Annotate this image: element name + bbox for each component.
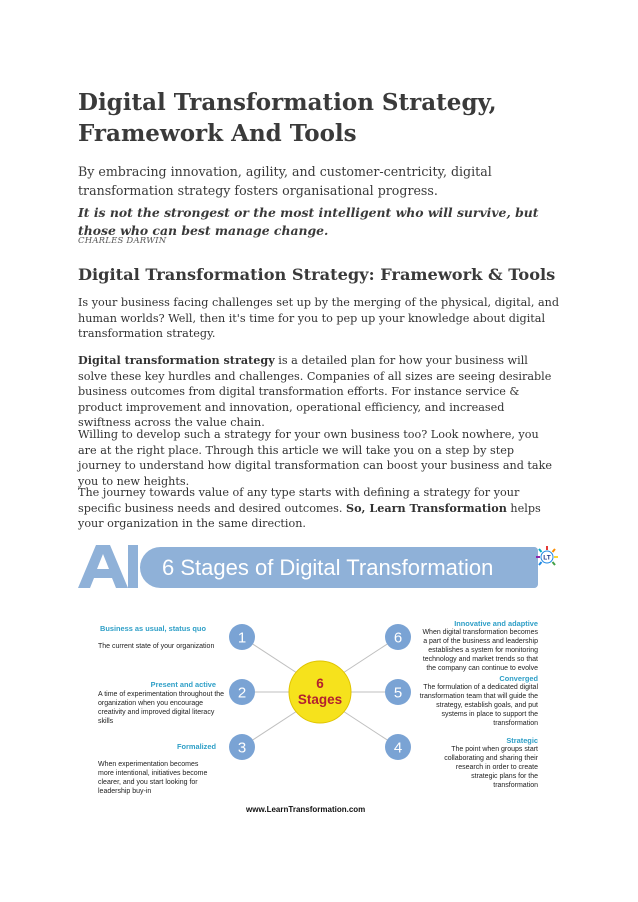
stage-number-6: 6 bbox=[393, 629, 403, 647]
quote-author: CHARLES DARWIN bbox=[78, 236, 167, 246]
stage-number-5: 5 bbox=[393, 684, 403, 702]
stages-infographic bbox=[78, 545, 562, 825]
paragraph-4 bbox=[78, 485, 560, 532]
stage-5-label: Converged bbox=[499, 674, 538, 683]
website-link: www.LearnTransformation.com bbox=[246, 805, 366, 814]
stage-number-3: 3 bbox=[237, 739, 247, 757]
stage-circle-3 bbox=[229, 734, 255, 760]
stage-circle-1 bbox=[229, 624, 255, 650]
stage-number-1: 1 bbox=[237, 629, 247, 647]
center-circle bbox=[289, 661, 351, 723]
stage-4-desc: The point when groups start collaborating and sharing their research in order to create strategic plans for the transformation bbox=[444, 746, 538, 789]
paragraph-3: Willing to develop such a strategy for your own business too? Look nowhere, you are at the right place. Through this article we will take you on a step by step journey to understand how digital transformation can boost your business and take you to new heights. bbox=[78, 428, 552, 488]
stage-3-label: Formalized bbox=[176, 742, 216, 751]
stage-1-label: Business as usual, status quo bbox=[100, 624, 206, 633]
page-title: Digital Transformation Strategy, Framework And Tools bbox=[78, 89, 497, 147]
stage-2-desc: A time of experimentation throughout the organization when you encourage creativity and improved digital literacy skills bbox=[98, 691, 225, 725]
stage-number-2: 2 bbox=[237, 684, 247, 702]
section-heading: Digital Transformation Strategy: Framework & Tools bbox=[78, 265, 556, 284]
paragraph-4-start: The journey towards value of any type starts with defining a strategy for your specific business needs and desired outcomes. bbox=[78, 486, 520, 515]
center-label: Stages bbox=[297, 692, 343, 707]
stage-6-desc: When digital transformation becomes a part of the business and leadership establishes a system for monitoring technology and market trends so that the company can continue to evolve bbox=[422, 629, 538, 672]
stage-4-label: Strategic bbox=[506, 736, 538, 745]
stage-circle-4 bbox=[385, 734, 411, 760]
intro-text: By embracing innovation, agility, and customer-centricity, digital transformation strategy fosters organisational progress. bbox=[78, 164, 492, 198]
stage-circle-6 bbox=[385, 624, 411, 650]
stage-5-desc: The formulation of a dedicated digital transformation team that will guide the strategy, establish goals, and put systems in place to support the transformation bbox=[419, 684, 538, 727]
quote-text: It is not the strongest or the most intelligent who will survive, but those who can best manage change. bbox=[78, 205, 539, 238]
banner-title: 6 Stages of Digital Transformation bbox=[162, 555, 494, 580]
paragraph-2-text: is a detailed plan for how your business will solve these key hurdles and challenges. Companies of all sizes are seeing desirable business outcomes from digital transformation efforts. For instance service & product improvement and innovation, operational efficiency, and increased swiftness across the value chain. bbox=[78, 354, 552, 430]
paragraph-2 bbox=[78, 353, 560, 431]
paragraph-1: Is your business facing challenges set up by the merging of the physical, digital, and human worlds? Well, then it's time for you to pep up your knowledge about digital transformation strategy. bbox=[78, 296, 560, 341]
stage-number-4: 4 bbox=[393, 739, 403, 757]
stage-6-label: Innovative and adaptive bbox=[454, 619, 538, 628]
stage-circle-2 bbox=[229, 679, 255, 705]
stage-circle-5 bbox=[385, 679, 411, 705]
paragraph-4-end: helps your organization in the same direction. bbox=[78, 501, 541, 531]
stage-3-desc: When experimentation becomes more intentional, initiatives become clearer, and you start looking for leadership buy-in bbox=[98, 761, 208, 795]
logo-text: LT bbox=[543, 554, 551, 562]
center-number: 6 bbox=[316, 676, 324, 691]
paragraph-4-bold: So, Learn Transformation bbox=[346, 500, 507, 515]
stage-1-desc: The current state of your organization bbox=[98, 643, 215, 650]
stage-2-label: Present and active bbox=[150, 680, 216, 689]
paragraph-2-bold: Digital transformation strategy bbox=[78, 353, 275, 367]
